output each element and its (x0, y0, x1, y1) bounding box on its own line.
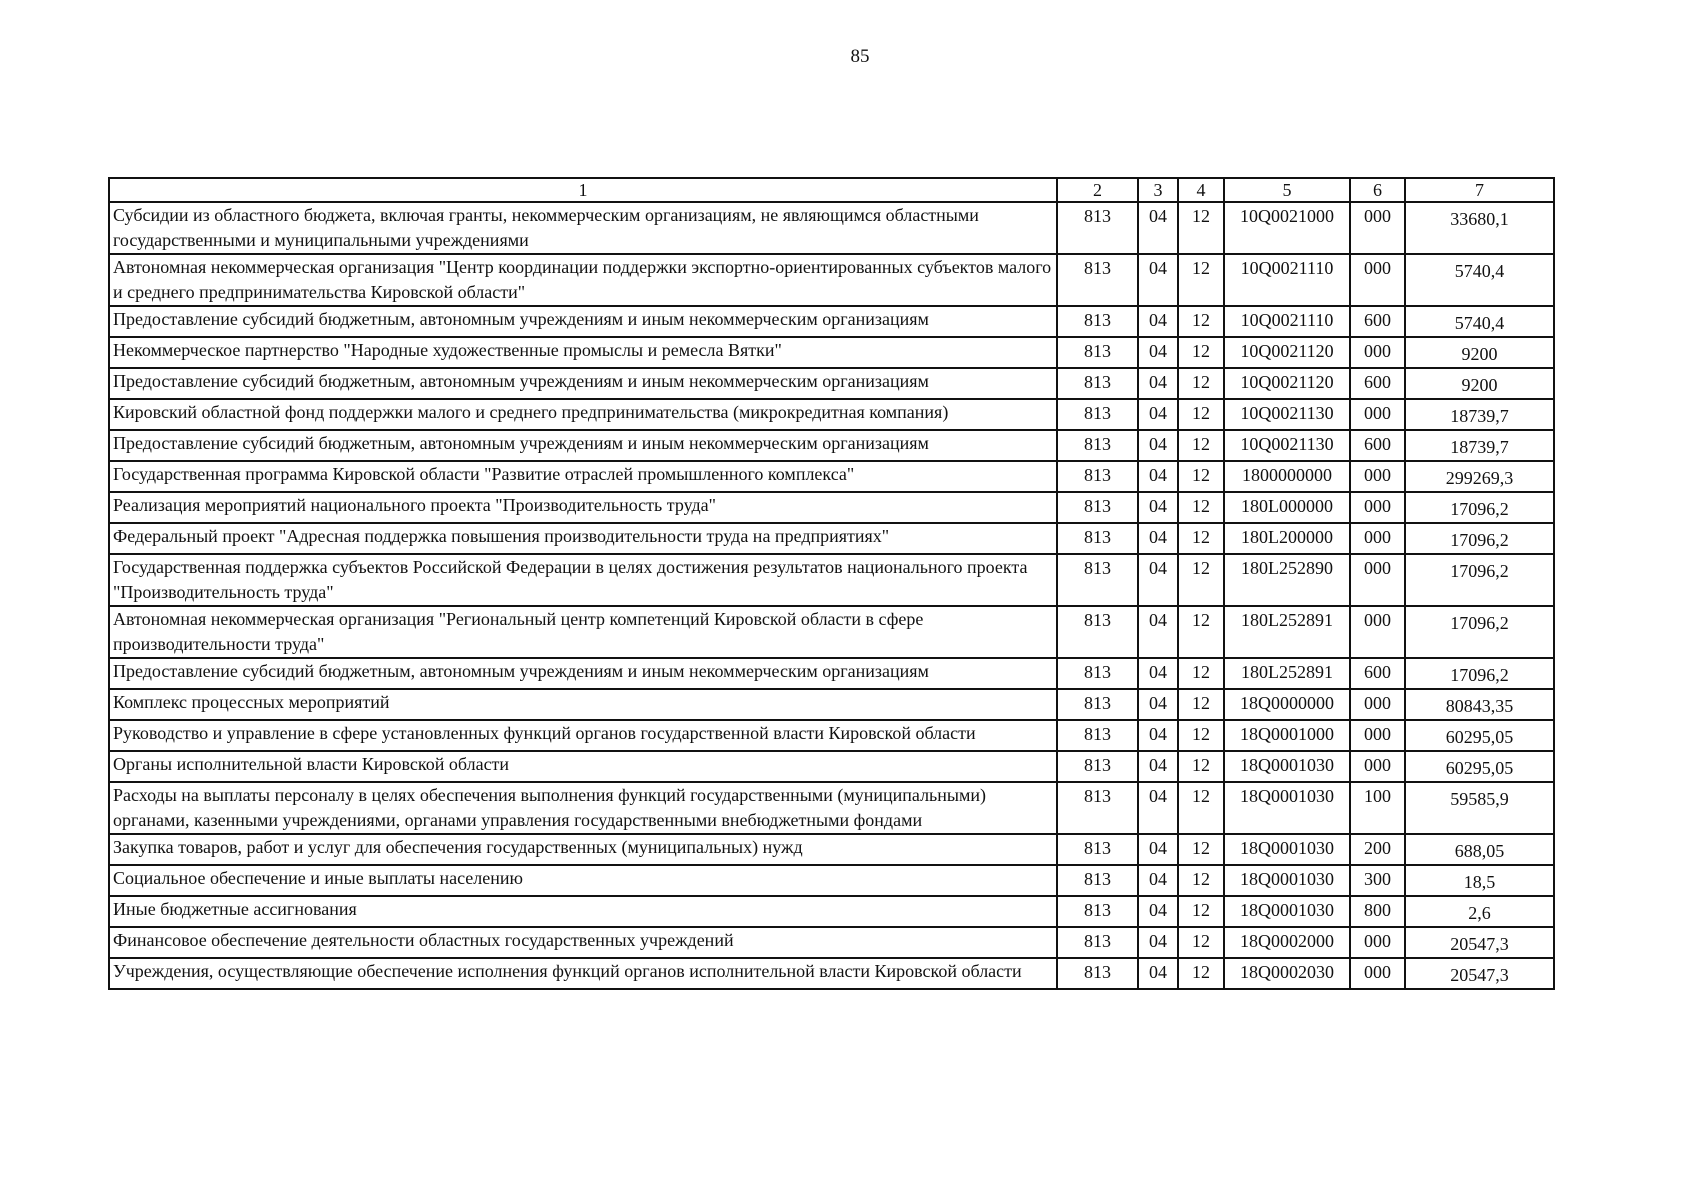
table-row (109, 554, 1554, 606)
row-amount-cell: 688,05 (1405, 834, 1554, 865)
row-code-6-cell: 000 (1350, 927, 1405, 958)
row-code-3-cell: 04 (1138, 782, 1178, 834)
row-code-2-cell: 813 (1057, 306, 1138, 337)
row-code-6-cell: 000 (1350, 492, 1405, 523)
row-name-cell: Автономная некоммерческая организация "Центр координации поддержки экспортно-ориентированных субъектов малого и среднего предпринимательства Кировской области" (109, 254, 1057, 306)
row-code-6-cell: 300 (1350, 865, 1405, 896)
row-code-5-cell: 10Q0021120 (1224, 368, 1350, 399)
table-row (109, 492, 1554, 523)
row-name-cell: Предоставление субсидий бюджетным, автономным учреждениям и иным некоммерческим организациям (109, 306, 1057, 337)
table-row (109, 865, 1554, 896)
row-code-5-cell: 18Q0002030 (1224, 958, 1350, 989)
row-amount-cell: 17096,2 (1405, 492, 1554, 523)
row-code-3-cell: 04 (1138, 958, 1178, 989)
table-row (109, 896, 1554, 927)
row-amount-cell: 2,6 (1405, 896, 1554, 927)
row-code-6-cell: 000 (1350, 554, 1405, 606)
table-row (109, 399, 1554, 430)
row-code-6-cell: 000 (1350, 720, 1405, 751)
row-name-cell: Органы исполнительной власти Кировской области (109, 751, 1057, 782)
row-code-5-cell: 10Q0021120 (1224, 337, 1350, 368)
row-code-6-cell: 000 (1350, 958, 1405, 989)
table-row (109, 751, 1554, 782)
table-row (109, 720, 1554, 751)
row-name-cell: Государственная поддержка субъектов Российской Федерации в целях достижения результатов национального проекта "Производительность труда" (109, 554, 1057, 606)
column-header-1: 1 (109, 178, 1057, 202)
row-code-6-cell: 000 (1350, 606, 1405, 658)
row-code-3-cell: 04 (1138, 399, 1178, 430)
row-code-5-cell: 18Q0002000 (1224, 927, 1350, 958)
row-code-6-cell: 000 (1350, 254, 1405, 306)
row-name-cell: Предоставление субсидий бюджетным, автономным учреждениям и иным некоммерческим организациям (109, 658, 1057, 689)
row-code-4-cell: 12 (1178, 834, 1224, 865)
row-name-cell: Закупка товаров, работ и услуг для обеспечения государственных (муниципальных) нужд (109, 834, 1057, 865)
row-code-2-cell: 813 (1057, 896, 1138, 927)
row-code-5-cell: 180L252890 (1224, 554, 1350, 606)
table-row (109, 689, 1554, 720)
row-amount-cell: 18,5 (1405, 865, 1554, 896)
row-amount-cell: 18739,7 (1405, 399, 1554, 430)
row-amount-cell: 9200 (1405, 337, 1554, 368)
row-amount-cell: 17096,2 (1405, 606, 1554, 658)
row-code-6-cell: 200 (1350, 834, 1405, 865)
table-row (109, 461, 1554, 492)
row-code-5-cell: 10Q0021110 (1224, 306, 1350, 337)
row-code-4-cell: 12 (1178, 430, 1224, 461)
row-code-4-cell: 12 (1178, 896, 1224, 927)
row-code-3-cell: 04 (1138, 896, 1178, 927)
table-row (109, 958, 1554, 989)
row-amount-cell: 20547,3 (1405, 958, 1554, 989)
row-code-4-cell: 12 (1178, 399, 1224, 430)
row-code-6-cell: 000 (1350, 399, 1405, 430)
table-row (109, 658, 1554, 689)
row-code-6-cell: 000 (1350, 202, 1405, 254)
row-code-6-cell: 000 (1350, 461, 1405, 492)
row-code-3-cell: 04 (1138, 306, 1178, 337)
row-code-2-cell: 813 (1057, 492, 1138, 523)
row-code-4-cell: 12 (1178, 865, 1224, 896)
row-code-4-cell: 12 (1178, 658, 1224, 689)
row-code-4-cell: 12 (1178, 461, 1224, 492)
row-code-2-cell: 813 (1057, 658, 1138, 689)
column-header-7: 7 (1405, 178, 1554, 202)
row-amount-cell: 5740,4 (1405, 306, 1554, 337)
row-code-4-cell: 12 (1178, 606, 1224, 658)
row-code-2-cell: 813 (1057, 865, 1138, 896)
row-name-cell: Предоставление субсидий бюджетным, автономным учреждениям и иным некоммерческим организациям (109, 368, 1057, 399)
table-row (109, 523, 1554, 554)
row-name-cell: Автономная некоммерческая организация "Региональный центр компетенций Кировской области в сфере производительности труда" (109, 606, 1057, 658)
row-code-5-cell: 10Q0021110 (1224, 254, 1350, 306)
row-code-3-cell: 04 (1138, 927, 1178, 958)
row-code-4-cell: 12 (1178, 554, 1224, 606)
row-name-cell: Реализация мероприятий национального проекта "Производительность труда" (109, 492, 1057, 523)
row-name-cell: Социальное обеспечение и иные выплаты населению (109, 865, 1057, 896)
row-name-cell: Расходы на выплаты персоналу в целях обеспечения выполнения функций государственными (муниципальными) органами, казенными учреждениями, органами управления государственными внебюджетными фондами (109, 782, 1057, 834)
table-row (109, 430, 1554, 461)
row-code-5-cell: 18Q0001030 (1224, 834, 1350, 865)
table-row (109, 782, 1554, 834)
row-code-4-cell: 12 (1178, 202, 1224, 254)
row-code-3-cell: 04 (1138, 337, 1178, 368)
table-row (109, 254, 1554, 306)
row-code-5-cell: 18Q0001030 (1224, 751, 1350, 782)
row-code-5-cell: 18Q0001000 (1224, 720, 1350, 751)
row-code-4-cell: 12 (1178, 254, 1224, 306)
row-code-4-cell: 12 (1178, 782, 1224, 834)
row-amount-cell: 5740,4 (1405, 254, 1554, 306)
row-code-5-cell: 180L252891 (1224, 606, 1350, 658)
row-code-5-cell: 18Q0001030 (1224, 896, 1350, 927)
row-name-cell: Иные бюджетные ассигнования (109, 896, 1057, 927)
row-code-3-cell: 04 (1138, 523, 1178, 554)
row-code-4-cell: 12 (1178, 337, 1224, 368)
row-code-2-cell: 813 (1057, 606, 1138, 658)
row-name-cell: Субсидии из областного бюджета, включая гранты, некоммерческим организациям, не являющимся областными государственными и муниципальными учреждениями (109, 202, 1057, 254)
row-code-5-cell: 1800000000 (1224, 461, 1350, 492)
row-amount-cell: 17096,2 (1405, 658, 1554, 689)
row-name-cell: Учреждения, осуществляющие обеспечение исполнения функций органов исполнительной власти Кировской области (109, 958, 1057, 989)
row-code-2-cell: 813 (1057, 254, 1138, 306)
row-code-3-cell: 04 (1138, 202, 1178, 254)
row-code-5-cell: 10Q0021130 (1224, 399, 1350, 430)
row-amount-cell: 17096,2 (1405, 554, 1554, 606)
table-row (109, 306, 1554, 337)
row-name-cell: Государственная программа Кировской области "Развитие отраслей промышленного комплекса" (109, 461, 1057, 492)
row-code-2-cell: 813 (1057, 782, 1138, 834)
row-code-2-cell: 813 (1057, 958, 1138, 989)
row-code-4-cell: 12 (1178, 492, 1224, 523)
header-row (109, 178, 1554, 202)
row-code-6-cell: 600 (1350, 306, 1405, 337)
row-code-2-cell: 813 (1057, 834, 1138, 865)
row-code-5-cell: 18Q0001030 (1224, 782, 1350, 834)
row-code-2-cell: 813 (1057, 399, 1138, 430)
column-header-3: 3 (1138, 178, 1178, 202)
column-header-2: 2 (1057, 178, 1138, 202)
row-code-4-cell: 12 (1178, 523, 1224, 554)
row-code-3-cell: 04 (1138, 751, 1178, 782)
row-code-5-cell: 18Q0000000 (1224, 689, 1350, 720)
row-code-2-cell: 813 (1057, 337, 1138, 368)
row-amount-cell: 60295,05 (1405, 751, 1554, 782)
row-code-5-cell: 180L000000 (1224, 492, 1350, 523)
row-code-2-cell: 813 (1057, 720, 1138, 751)
row-code-3-cell: 04 (1138, 606, 1178, 658)
row-amount-cell: 33680,1 (1405, 202, 1554, 254)
row-code-3-cell: 04 (1138, 720, 1178, 751)
row-code-2-cell: 813 (1057, 368, 1138, 399)
row-code-6-cell: 000 (1350, 337, 1405, 368)
row-code-5-cell: 180L200000 (1224, 523, 1350, 554)
row-code-3-cell: 04 (1138, 430, 1178, 461)
row-code-2-cell: 813 (1057, 554, 1138, 606)
row-name-cell: Федеральный проект "Адресная поддержка повышения производительности труда на предприятиях" (109, 523, 1057, 554)
row-amount-cell: 80843,35 (1405, 689, 1554, 720)
row-code-3-cell: 04 (1138, 689, 1178, 720)
row-code-3-cell: 04 (1138, 658, 1178, 689)
row-code-2-cell: 813 (1057, 751, 1138, 782)
row-code-4-cell: 12 (1178, 368, 1224, 399)
row-code-4-cell: 12 (1178, 927, 1224, 958)
column-header-6: 6 (1350, 178, 1405, 202)
page-number: 85 (850, 46, 870, 67)
row-code-4-cell: 12 (1178, 306, 1224, 337)
row-code-4-cell: 12 (1178, 689, 1224, 720)
row-code-5-cell: 10Q0021130 (1224, 430, 1350, 461)
table-row (109, 202, 1554, 254)
row-code-2-cell: 813 (1057, 523, 1138, 554)
budget-table (108, 177, 1555, 990)
row-amount-cell: 17096,2 (1405, 523, 1554, 554)
row-name-cell: Некоммерческое партнерство "Народные художественные промыслы и ремесла Вятки" (109, 337, 1057, 368)
row-name-cell: Кировский областной фонд поддержки малого и среднего предпринимательства (микрокредитная компания) (109, 399, 1057, 430)
row-code-2-cell: 813 (1057, 927, 1138, 958)
table-row (109, 834, 1554, 865)
table-row (109, 337, 1554, 368)
row-name-cell: Руководство и управление в сфере установленных функций органов государственной власти Кировской области (109, 720, 1057, 751)
row-code-5-cell: 180L252891 (1224, 658, 1350, 689)
row-code-6-cell: 000 (1350, 689, 1405, 720)
row-code-3-cell: 04 (1138, 554, 1178, 606)
row-code-6-cell: 600 (1350, 368, 1405, 399)
row-code-5-cell: 18Q0001030 (1224, 865, 1350, 896)
row-code-6-cell: 000 (1350, 751, 1405, 782)
row-name-cell: Финансовое обеспечение деятельности областных государственных учреждений (109, 927, 1057, 958)
row-name-cell: Комплекс процессных мероприятий (109, 689, 1057, 720)
row-code-3-cell: 04 (1138, 461, 1178, 492)
row-code-3-cell: 04 (1138, 834, 1178, 865)
row-amount-cell: 59585,9 (1405, 782, 1554, 834)
row-amount-cell: 18739,7 (1405, 430, 1554, 461)
row-amount-cell: 60295,05 (1405, 720, 1554, 751)
row-code-3-cell: 04 (1138, 492, 1178, 523)
row-code-4-cell: 12 (1178, 720, 1224, 751)
column-header-4: 4 (1178, 178, 1224, 202)
table-row (109, 606, 1554, 658)
row-code-6-cell: 100 (1350, 782, 1405, 834)
table-body (109, 202, 1554, 989)
row-code-3-cell: 04 (1138, 368, 1178, 399)
row-amount-cell: 299269,3 (1405, 461, 1554, 492)
row-code-2-cell: 813 (1057, 430, 1138, 461)
row-code-4-cell: 12 (1178, 958, 1224, 989)
row-code-2-cell: 813 (1057, 689, 1138, 720)
row-name-cell: Предоставление субсидий бюджетным, автономным учреждениям и иным некоммерческим организациям (109, 430, 1057, 461)
row-code-3-cell: 04 (1138, 865, 1178, 896)
row-code-6-cell: 600 (1350, 430, 1405, 461)
row-code-3-cell: 04 (1138, 254, 1178, 306)
row-code-5-cell: 10Q0021000 (1224, 202, 1350, 254)
row-code-4-cell: 12 (1178, 751, 1224, 782)
row-code-2-cell: 813 (1057, 202, 1138, 254)
row-code-2-cell: 813 (1057, 461, 1138, 492)
row-code-6-cell: 800 (1350, 896, 1405, 927)
table-row (109, 927, 1554, 958)
row-code-6-cell: 000 (1350, 523, 1405, 554)
row-amount-cell: 9200 (1405, 368, 1554, 399)
column-header-5: 5 (1224, 178, 1350, 202)
row-code-6-cell: 600 (1350, 658, 1405, 689)
table-row (109, 368, 1554, 399)
row-amount-cell: 20547,3 (1405, 927, 1554, 958)
